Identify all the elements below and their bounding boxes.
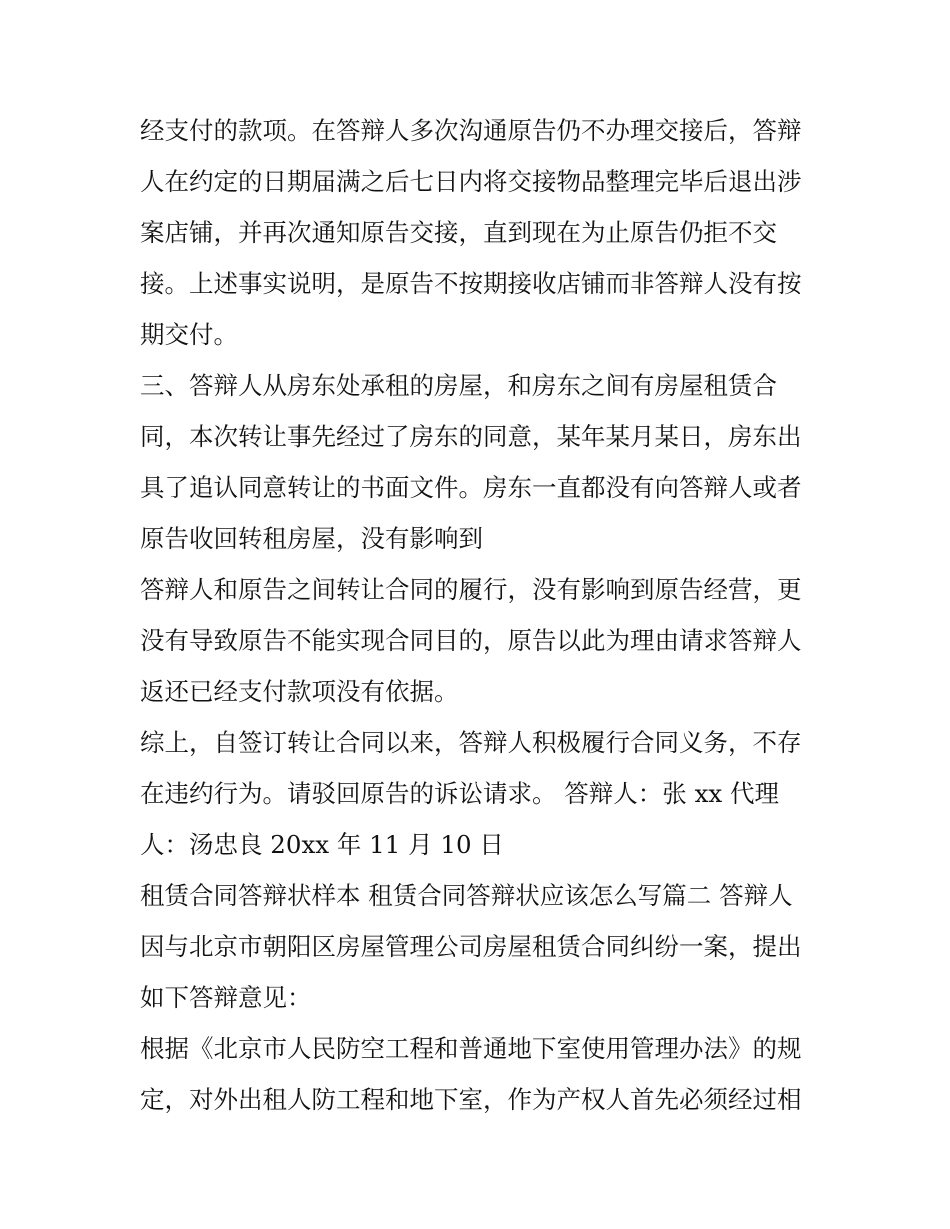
text-line: 经支付的款项。在答辩人多次沟通原告仍不办理交接后，答辩 xyxy=(140,116,802,145)
text-line: 租赁合同答辩状样本 租赁合同答辩状应该怎么写篇二 答辩人 xyxy=(140,881,793,910)
text-line: 案店铺，并再次通知原告交接，直到现在为止原告仍拒不交 xyxy=(140,218,777,247)
text-line: 人：汤忠良 20xx 年 11 月 10 日 xyxy=(140,830,504,859)
text-line: 根据《北京市人民防空工程和普通地下室使用管理办法》的规 xyxy=(140,1034,802,1063)
text-line: 因与北京市朝阳区房屋管理公司房屋租赁合同纠纷一案，提出 xyxy=(140,932,802,961)
text-line: 定，对外出租人防工程和地下室，作为产权人首先必须经过相 xyxy=(140,1085,802,1114)
text-line: 具了追认同意转让的书面文件。房东一直都没有向答辩人或者 xyxy=(140,473,802,502)
document-body xyxy=(140,105,820,1125)
text-line: 在违约行为。请驳回原告的诉讼请求。 答辩人：张 xx 代理 xyxy=(140,779,779,808)
text-line: 三、答辩人从房东处承租的房屋，和房东之间有房屋租赁合 xyxy=(140,371,777,400)
text-line: 答辩人和原告之间转让合同的履行，没有影响到原告经营，更 xyxy=(140,575,802,604)
text-line: 人在约定的日期届满之后七日内将交接物品整理完毕后退出涉 xyxy=(140,167,802,196)
text-line: 如下答辩意见： xyxy=(140,983,312,1012)
text-line: 原告收回转租房屋，没有影响到 xyxy=(140,524,483,553)
text-line: 同，本次转让事先经过了房东的同意，某年某月某日，房东出 xyxy=(140,422,802,451)
text-line: 期交付。 xyxy=(140,320,238,349)
text-line: 没有导致原告不能实现合同目的，原告以此为理由请求答辩人 xyxy=(140,626,802,655)
text-line: 综上，自签订转让合同以来，答辩人积极履行合同义务，不存 xyxy=(140,728,802,757)
text-line: 接。上述事实说明，是原告不按期接收店铺而非答辩人没有按 xyxy=(140,269,802,298)
text-line: 返还已经支付款项没有依据。 xyxy=(140,677,459,706)
